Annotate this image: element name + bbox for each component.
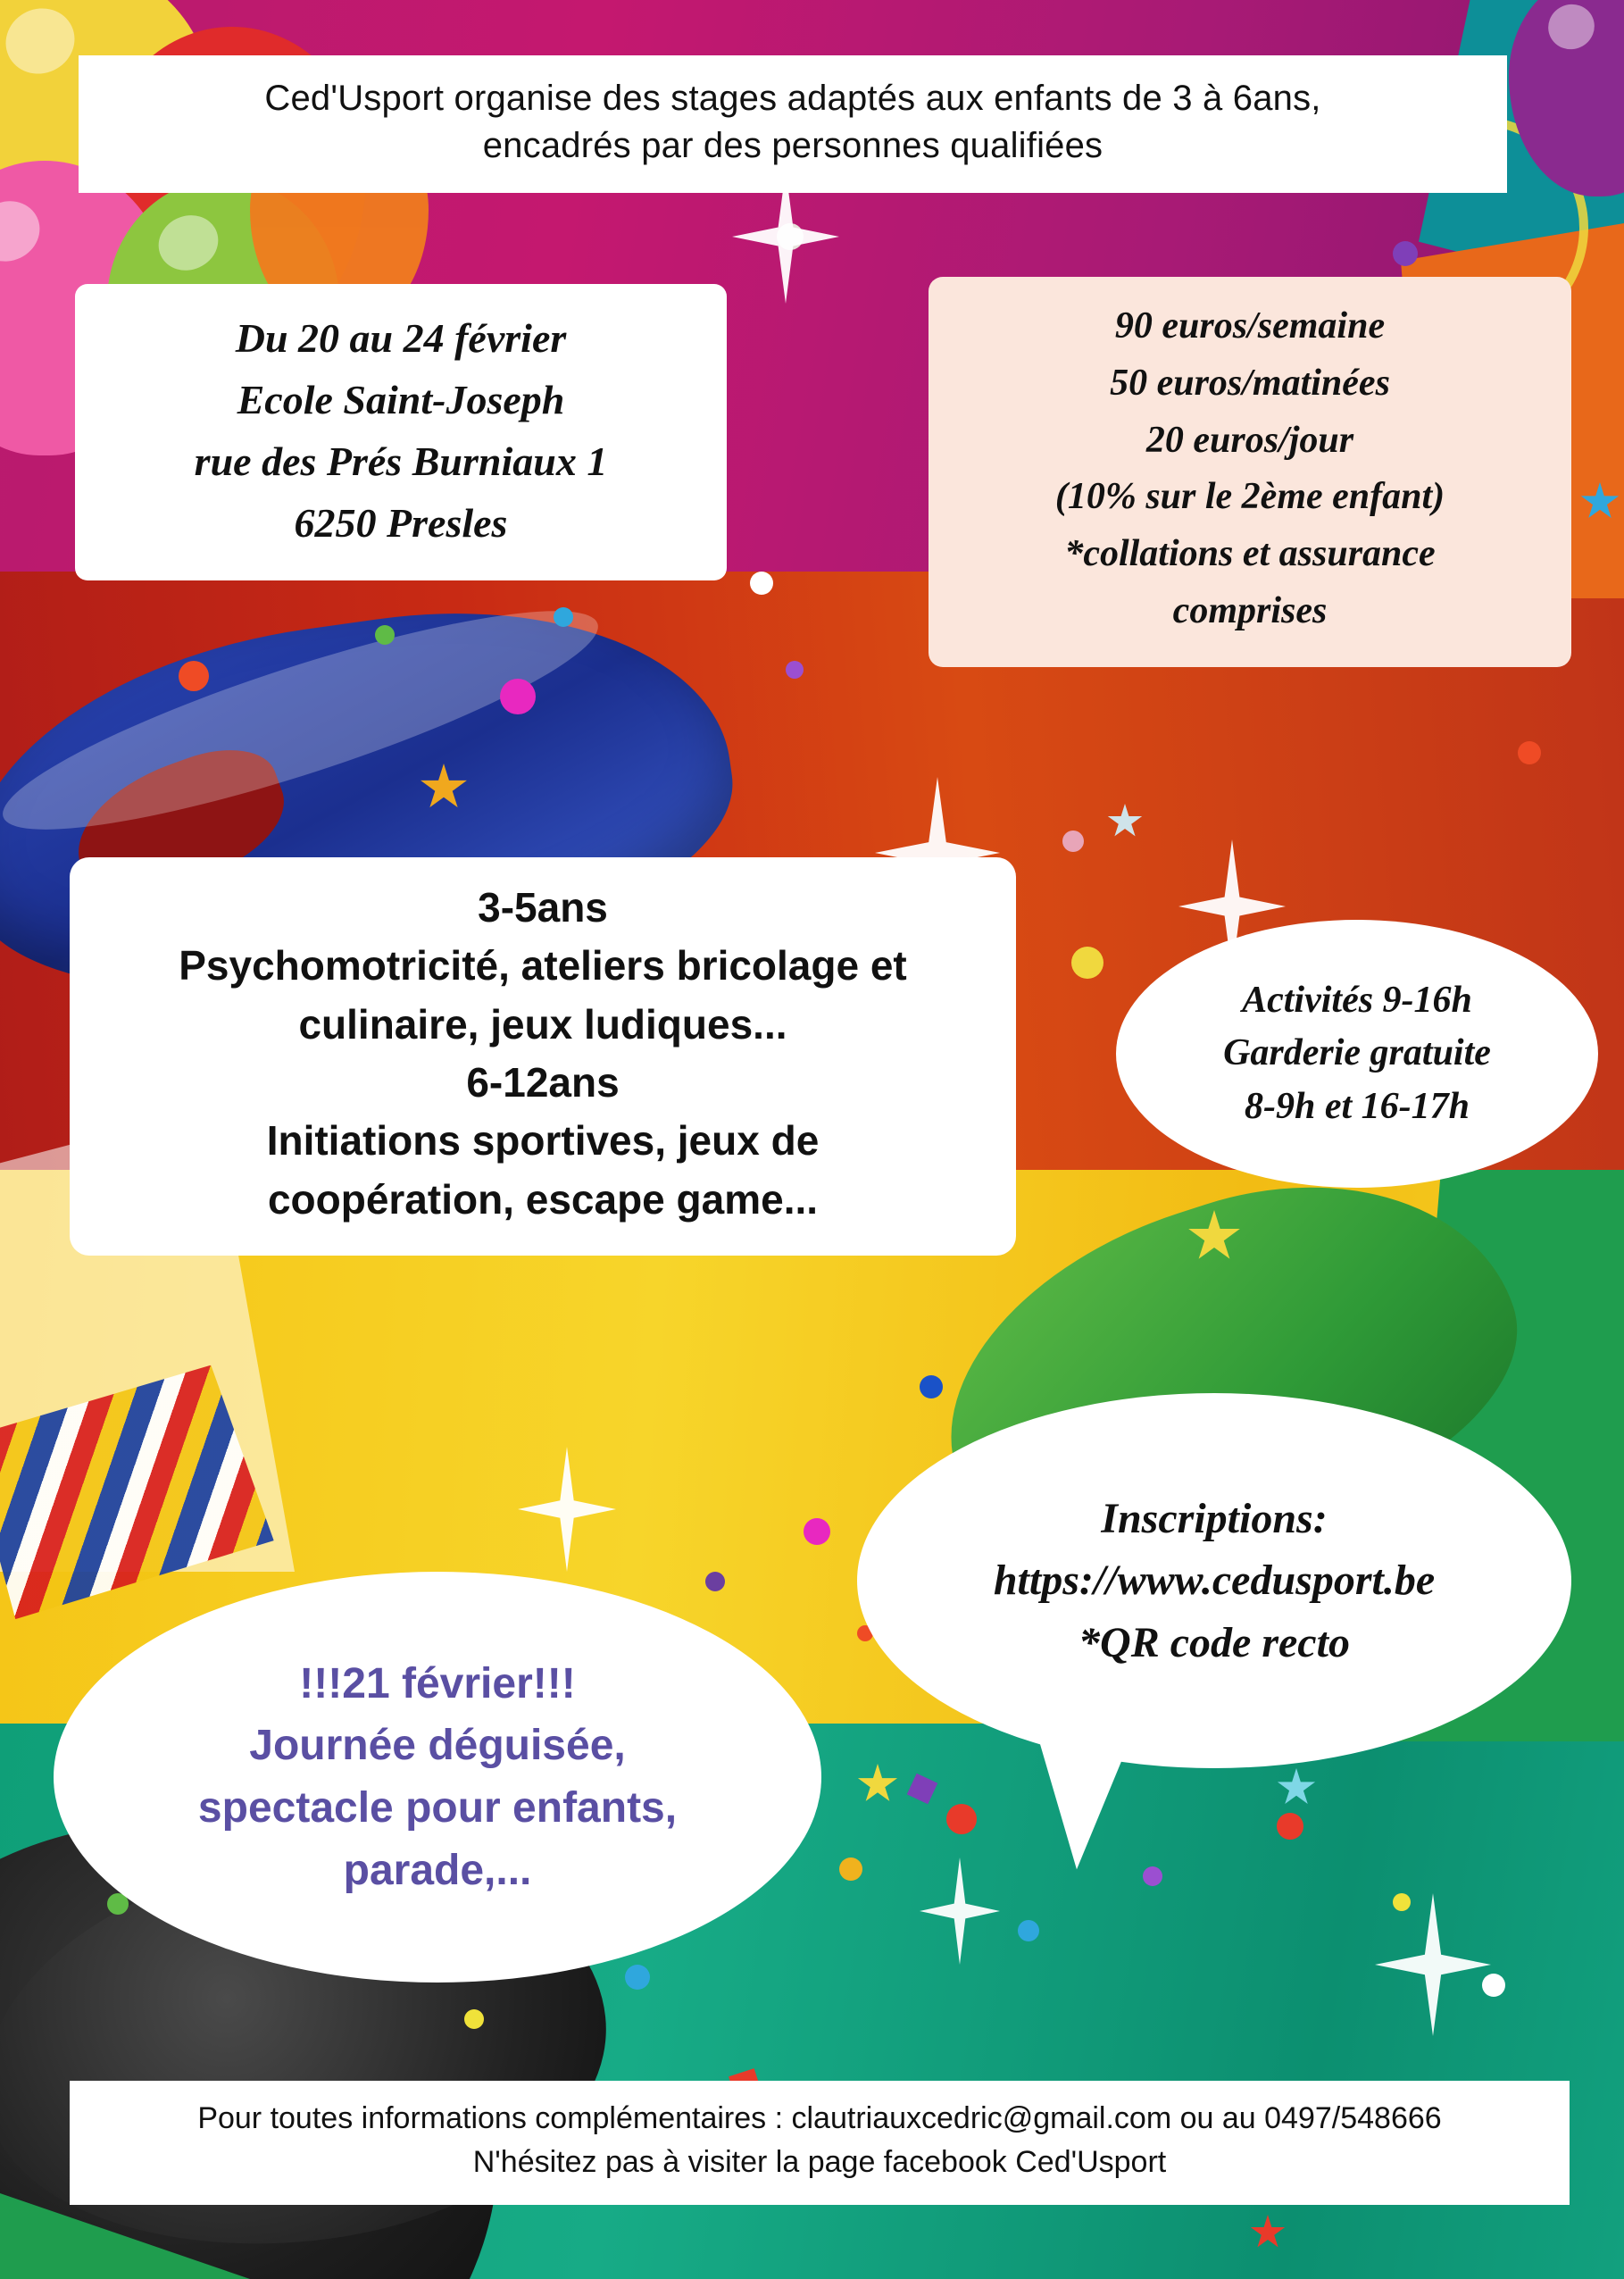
confetti-dot bbox=[750, 572, 773, 595]
confetti-dot bbox=[554, 607, 573, 627]
price-day: 20 euros/jour bbox=[1145, 419, 1354, 461]
signup-bubble bbox=[857, 1393, 1571, 1768]
footer-facebook-line: N'hésitez pas à visiter la page facebook Ced'Usport bbox=[472, 2145, 1167, 2180]
confetti-dot bbox=[946, 1804, 977, 1834]
hours-bubble bbox=[1116, 920, 1598, 1188]
age-group-1: 3-5ans bbox=[478, 884, 608, 931]
age-group-2: 6-12ans bbox=[466, 1058, 620, 1106]
confetti-dot bbox=[1143, 1866, 1162, 1886]
party-line-2: spectacle pour enfants, bbox=[197, 1784, 678, 1832]
venue-name: Ecole Saint-Joseph bbox=[237, 377, 565, 422]
confetti-dot bbox=[839, 1857, 862, 1881]
price-included-line-1: *collations et assurance bbox=[1064, 533, 1436, 575]
header-line-1: Ced'Usport organise des stages adaptés aux enfants de 3 à 6ans, bbox=[264, 79, 1321, 118]
confetti-dot bbox=[1062, 831, 1084, 852]
confetti-dot bbox=[500, 679, 536, 714]
signup-url[interactable]: https://www.cedusport.be bbox=[993, 1557, 1436, 1605]
signup-label: Inscriptions: bbox=[1101, 1494, 1328, 1542]
confetti-dot bbox=[920, 1375, 943, 1398]
stage-dates: Du 20 au 24 février bbox=[235, 315, 567, 361]
activities-box bbox=[70, 857, 1016, 1256]
confetti-dot bbox=[375, 625, 395, 645]
age-group-1-desc-line-2: culinaire, jeux ludiques... bbox=[298, 1000, 787, 1048]
confetti-dot bbox=[705, 1572, 725, 1591]
confetti-dot bbox=[1393, 241, 1418, 266]
confetti-dot bbox=[179, 661, 209, 691]
qr-code-note: *QR code recto bbox=[1079, 1618, 1350, 1666]
confetti-dot bbox=[464, 2009, 484, 2029]
party-line-3: parade,... bbox=[343, 1846, 532, 1894]
party-line-1: Journée déguisée, bbox=[249, 1722, 626, 1770]
age-group-2-desc-line-2: coopération, escape game... bbox=[267, 1175, 819, 1223]
daycare-label: Garderie gratuite bbox=[1223, 1032, 1491, 1074]
age-group-2-desc-line-1: Initiations sportives, jeux de bbox=[266, 1117, 820, 1165]
party-date: !!!21 février!!! bbox=[299, 1659, 576, 1707]
price-discount: (10% sur le 2ème enfant) bbox=[1054, 476, 1445, 518]
confetti-dot bbox=[1518, 741, 1541, 764]
pricing-box bbox=[929, 277, 1571, 667]
price-week: 90 euros/semaine bbox=[1114, 305, 1386, 346]
confetti-dot bbox=[804, 1518, 830, 1545]
venue-city: 6250 Presles bbox=[294, 500, 508, 546]
price-mornings: 50 euros/matinées bbox=[1110, 362, 1390, 404]
daycare-hours: 8-9h et 16-17h bbox=[1245, 1085, 1470, 1127]
activity-hours: Activités 9-16h bbox=[1242, 979, 1472, 1021]
confetti-dot bbox=[1482, 1974, 1505, 1997]
footer-contact-box bbox=[70, 2081, 1570, 2205]
confetti-dot bbox=[625, 1965, 650, 1990]
confetti-dot bbox=[1071, 947, 1103, 979]
date-location-box bbox=[75, 284, 727, 580]
party-day-bubble bbox=[54, 1572, 821, 1983]
age-group-1-desc-line-1: Psychomotricité, ateliers bricolage et bbox=[179, 942, 907, 989]
confetti-dot bbox=[1277, 1813, 1303, 1840]
footer-contact-line: Pour toutes informations complémentaires : clautriauxcedric@gmail.com ou au 0497/548666 bbox=[197, 2101, 1442, 2135]
confetti-dot bbox=[786, 661, 804, 679]
confetti-dot bbox=[1018, 1920, 1039, 1941]
venue-street: rue des Prés Burniaux 1 bbox=[194, 438, 608, 484]
confetti-dot bbox=[1393, 1893, 1411, 1911]
header-line-2: encadrés par des personnes qualifiées bbox=[482, 125, 1103, 165]
header-text-box bbox=[79, 55, 1507, 193]
price-included-line-2: comprises bbox=[1172, 590, 1328, 632]
